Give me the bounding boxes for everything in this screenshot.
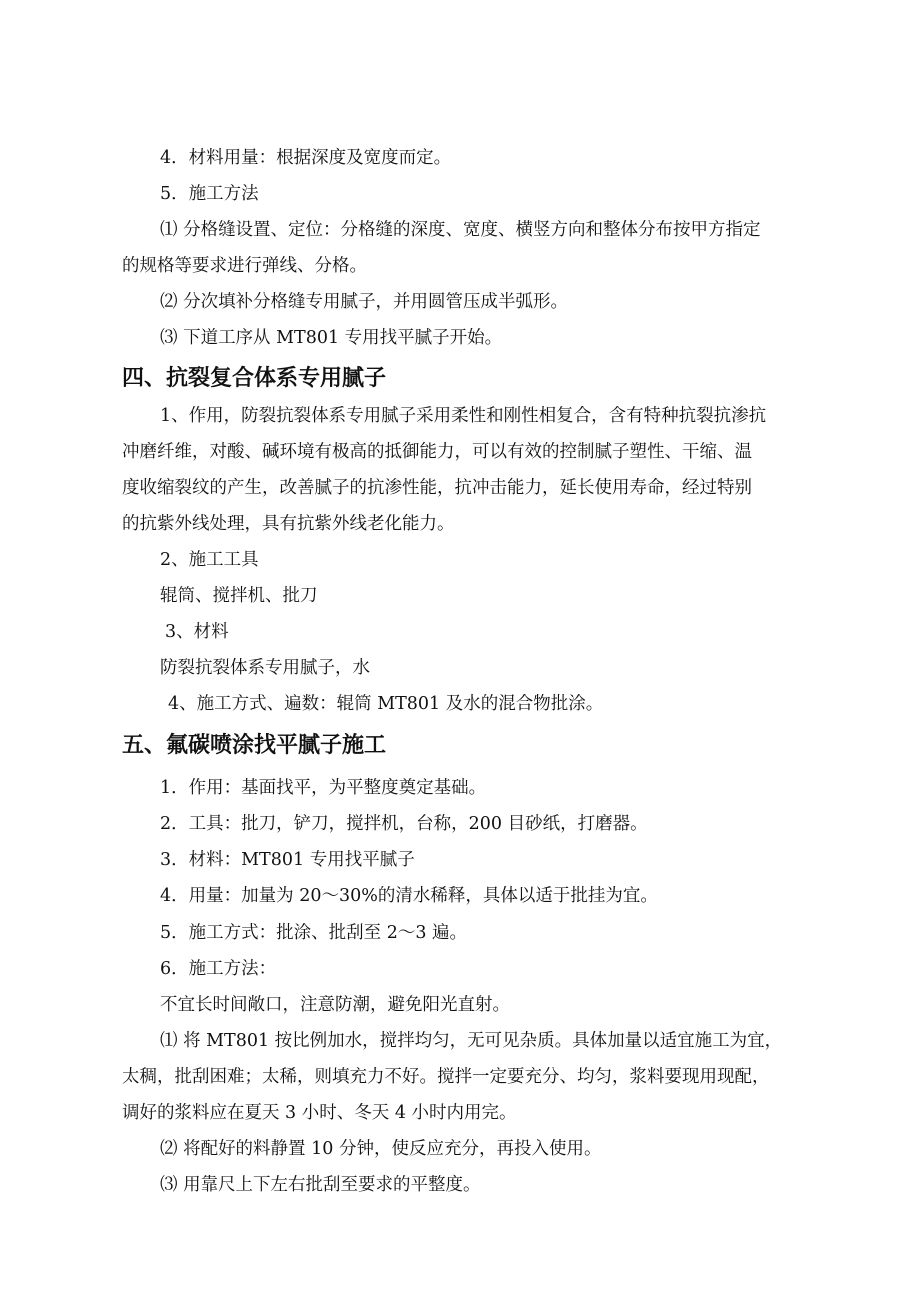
section-5-step-1-line-3: 调好的浆料应在夏天 3 小时、冬天 4 小时内用完。 [122,1103,517,1123]
section-5-method-heading: 6．施工方法： [160,959,277,979]
section-4-tools-body: 辊筒、搅拌机、批刀 [160,586,318,606]
paragraph-construction-method: 5．施工方法 [160,184,259,204]
paragraph-step-3: ⑶ 下道工序从 MT801 专用找平腻子开始。 [160,328,503,348]
paragraph-step-1-line-1: ⑴ 分格缝设置、定位：分格缝的深度、宽度、横竖方向和整体分布按甲方指定 [160,220,761,240]
section-5-heading: 五、氟碳喷涂找平腻子施工 [122,733,387,758]
section-4-materials-body: 防裂抗裂体系专用腻子，水 [160,658,370,678]
section-5-step-1-line-2: 太稠，批刮困难；太稀，则填充力不好。搅拌一定要充分、均匀，浆料要现用现配， [122,1067,770,1087]
paragraph-step-1-line-2: 的规格等要求进行弹线、分格。 [122,256,367,276]
paragraph-step-2: ⑵ 分次填补分格缝专用腻子，并用圆管压成半弧形。 [160,292,569,312]
section-4-p1-line-3: 度收缩裂纹的产生，改善腻子的抗渗性能，抗冲击能力，延长使用寿命，经过特别 [122,478,752,498]
paragraph-material-usage: 4．材料用量：根据深度及宽度而定。 [160,148,452,168]
section-5-purpose: 1．作用：基面找平，为平整度奠定基础。 [160,778,487,798]
section-4-tools-heading: 2、施工工具 [160,550,259,570]
section-5-application: 5．施工方式：批涂、批刮至 2～3 遍。 [160,923,468,943]
section-4-materials-heading: 3、材料 [165,622,229,642]
section-5-tools: 2．工具：批刀，铲刀，搅拌机，台称，200 目砂纸，打磨器。 [160,814,648,834]
section-5-step-2: ⑵ 将配好的料静置 10 分钟，使反应充分，再投入使用。 [160,1139,602,1159]
section-4-method: 4、施工方式、遍数：辊筒 MT801 及水的混合物批涂。 [168,694,604,714]
section-5-usage: 4．用量：加量为 20～30%的清水稀释，具体以适于批挂为宜。 [160,886,658,906]
section-4-p1-line-4: 的抗紫外线处理，具有抗紫外线老化能力。 [122,514,455,534]
section-4-p1-line-1: 1、作用，防裂抗裂体系专用腻子采用柔性和刚性相复合，含有特种抗裂抗渗抗 [160,406,767,426]
section-4-heading: 四、抗裂复合体系专用腻子 [122,366,387,391]
section-4-p1-line-2: 冲磨纤维，对酸、碱环境有极高的抵御能力，可以有效的控制腻子塑性、干缩、温 [122,442,752,462]
section-5-step-1-line-1: ⑴ 将 MT801 按比例加水，搅拌均匀，无可见杂质。具体加量以适宜施工为宜， [160,1031,783,1051]
section-5-step-3: ⑶ 用靠尺上下左右批刮至要求的平整度。 [160,1175,481,1195]
section-5-materials: 3．材料：MT801 专用找平腻子 [160,850,415,870]
section-5-method-note: 不宜长时间敞口，注意防潮，避免阳光直射。 [160,995,510,1015]
